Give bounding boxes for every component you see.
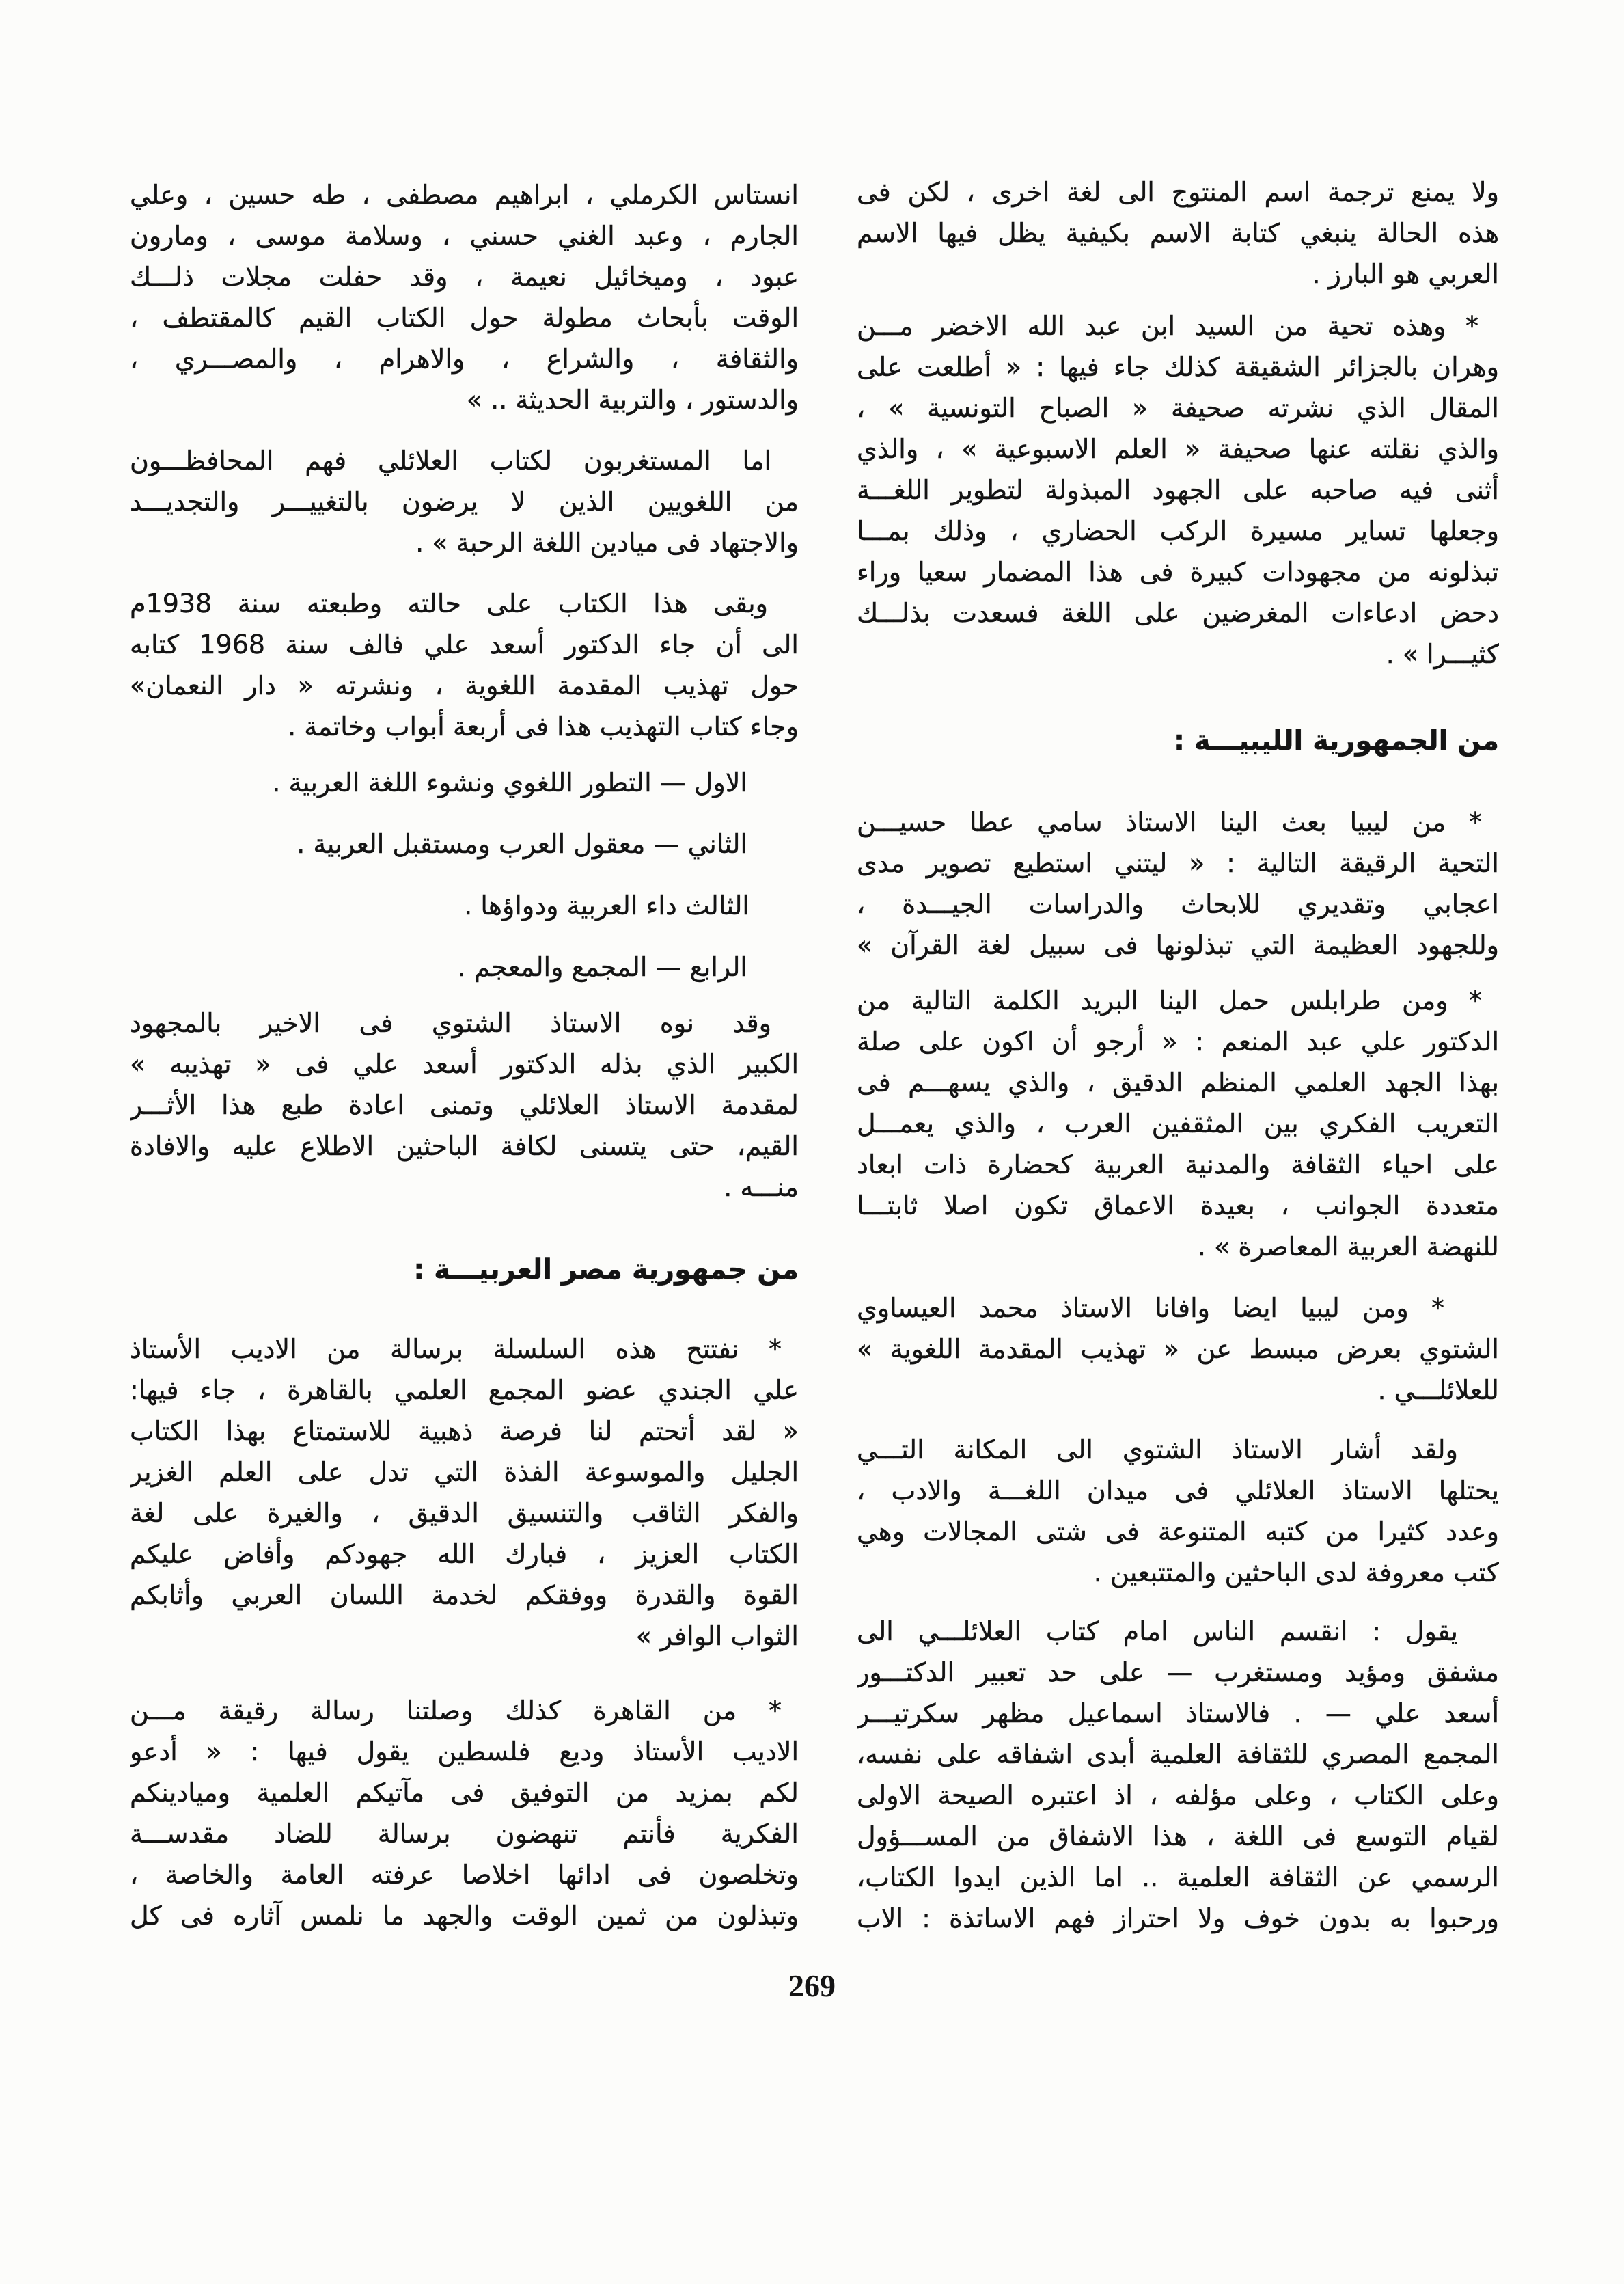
text-line: التحية الرقيقة التالية : « ليتني استطيع تصوير مدى	[857, 848, 1499, 878]
text-line: وبقى هذا الكتاب على حالته وطبعته سنة 1938م	[130, 588, 768, 618]
text-line: وجاء كتاب التهذيب هذا فى أربعة أبواب وخاتمة .	[288, 711, 799, 742]
left-column	[130, 0, 799, 2284]
text-line: كثيـــرا » .	[1386, 639, 1499, 669]
text-line: لكم بمزيد من التوفيق فى مآتيكم العلمية وميادينكم	[130, 1778, 799, 1808]
text-line: مشفق ومؤيد ومستغرب — على حد تعبير الدكتـــور	[857, 1657, 1499, 1687]
text-line: الى أن جاء الدكتور أسعد علي فالف سنة 1968 كتابه	[130, 629, 799, 660]
text-line: بهذا الجهد العلمي المنظم الدقيق ، والذي يسهـــم فى	[857, 1068, 1499, 1098]
text-line: وعدد كثيرا من كتبه المتنوعة فى شتى المجالات وهي	[857, 1517, 1499, 1547]
section-header	[130, 1249, 799, 1290]
text-line: ورحبوا به بدون خوف ولا احتراز فهم الاساتذة : الاب	[857, 1903, 1499, 1933]
page-number: 269	[788, 1968, 836, 2003]
text-line: المقال الذي نشرته صحيفة « الصباح التونسية » ،	[857, 393, 1499, 423]
text-line: الجليل والموسوعة الفذة التي تدل على العلم الغزير	[130, 1457, 799, 1487]
text-line: والفكر الثاقب والتنسيق الدقيق ، والغيرة على لغة	[130, 1498, 799, 1528]
text-line: وهران بالجزائر الشقيقة كذلك جاء فيها : « أطلعت على	[857, 352, 1499, 382]
text-line: التعريب الفكري بين المثقفين العرب ، والذي يعمـــل	[857, 1109, 1499, 1139]
text-line: يقول : انقسم الناس امام كتاب العلائلـــي الى	[857, 1616, 1458, 1646]
text-line: وجعلها تساير مسيرة الركب الحضاري ، وذلك بمـــا	[857, 516, 1499, 546]
text-line: وقد نوه الاستاذ الشتوي فى الاخير بالمجهود	[130, 1008, 771, 1038]
text-line: ولا يمنع ترجمة اسم المنتوج الى لغة اخرى ، لكن فى	[857, 177, 1499, 207]
text-line: اعجابي وتقديري للابحاث والدراسات الجيـــدة ،	[857, 889, 1499, 919]
text-line: العربي هو البارز .	[1312, 259, 1499, 289]
text-line: للنهضة العربية المعاصرة » .	[1197, 1232, 1499, 1262]
text-line: الدكتور علي عبد المنعم : « أرجو أن اكون على صلة	[857, 1027, 1499, 1057]
text-line: وتبذلون من ثمين الوقت والجهد ما نلمس آثاره فى كل	[130, 1901, 799, 1931]
paragraph	[130, 583, 799, 747]
text-line: لمقدمة الاستاذ العلائلي وتمنى اعادة طبع هذا الأثـــر	[130, 1090, 799, 1120]
paragraph	[857, 1429, 1499, 1593]
text-line: الوقت بأبحاث مطولة حول الكتاب القيم كالمقتطف ،	[130, 303, 799, 333]
section-heading: من الجمهورية الليبيـــة :	[1173, 725, 1499, 757]
text-line: الجارم ، وعبد الغني حسني ، وسلامة موسى ، ومارون	[130, 221, 799, 251]
text-line: الرسمي عن الثقافة العلمية .. اما الذين ايدوا الكتاب،	[857, 1862, 1499, 1892]
paragraph	[857, 1611, 1499, 1939]
text-line: المجمع المصري للثقافة العلمية أبدى اشفاقه على نفسه،	[857, 1739, 1499, 1769]
list-item: الرابع — المجمع والمعجم .	[457, 952, 747, 982]
text-line: * من ليبيا بعث الينا الاستاذ سامي عطا حسيـــن	[857, 807, 1482, 837]
text-line: الفكرية فأنتم تنهضون برسالة للضاد مقدســـة	[130, 1819, 799, 1849]
text-line: القيم، حتى يتسنى لكافة الباحثين الاطلاع عليه والافادة	[130, 1131, 799, 1161]
text-line: لقيام التوسع فى اللغة ، هذا الاشفاق من المســـؤول	[857, 1821, 1499, 1851]
list-item: الثالث داء العربية ودواؤها .	[464, 891, 749, 921]
text-line: * ومن ليبيا ايضا وافانا الاستاذ محمد العيساوي	[857, 1293, 1444, 1323]
text-line: يحتلها الاستاذ العلائلي فى ميدان اللغـــة والادب ،	[857, 1476, 1499, 1506]
text-line: أسعد علي — . فالاستاذ اسماعيل مظهر سكرتيـــر	[857, 1698, 1499, 1728]
paragraph	[130, 1690, 799, 1936]
text-line: والثقافة ، والشراع ، والاهرام ، والمصـــري ،	[130, 344, 799, 374]
text-line: هذه الحالة ينبغي كتابة الاسم بكيفية يظل فيها الاسم	[857, 218, 1499, 248]
text-line: على احياء الثقافة والمدنية العربية كحضارة ذات ابعاد	[857, 1150, 1499, 1180]
text-line: وعلى الكتاب ، وعلى مؤلفه ، اذ اعتبره الصيحة الاولى	[857, 1780, 1499, 1810]
list-item: الاول — التطور اللغوي ونشوء اللغة العربية .	[272, 767, 747, 798]
text-line: منـــه .	[724, 1172, 799, 1202]
text-line: * نفتتح هذه السلسلة برسالة من الاديب الأستاذ	[130, 1334, 782, 1364]
paragraph	[857, 305, 1499, 675]
chapter-list	[130, 752, 799, 998]
text-line: عبود ، وميخائيل نعيمة ، وقد حفلت مجلات ذلـــك	[130, 262, 799, 292]
paragraph	[130, 440, 799, 563]
text-line: كتب معروفة لدى الباحثين والمتتبعين .	[1093, 1558, 1499, 1588]
section-heading: من جمهورية مصر العربيـــة :	[413, 1254, 799, 1286]
text-line: حول تهذيب المقدمة اللغوية ، ونشرته « دار النعمان»	[130, 670, 799, 701]
text-line: الاديب الأستاذ وديع فلسطين يقول فيها : « أدعو	[130, 1737, 799, 1767]
text-line: والدستور ، والتربية الحديثة .. »	[466, 385, 799, 415]
paragraph	[857, 802, 1499, 966]
text-line: والاجتهاد فى ميادين اللغة الرحبة » .	[415, 528, 799, 558]
text-line: ولقد أشار الاستاذ الشتوي الى المكانة التـــي	[857, 1435, 1458, 1465]
section-header	[857, 720, 1499, 761]
text-line: أثنى فيه صاحبه على الجهود المبذولة لتطوير اللغـــة	[857, 475, 1499, 505]
text-line: والذي نقلته عنها صحيفة « العلم الاسبوعية » ، والذي	[857, 434, 1499, 464]
list-item: الثاني — معقول العرب ومستقبل العربية .	[297, 829, 747, 859]
paragraph	[130, 174, 799, 420]
text-line: الكتاب العزيز ، فبارك الله جهودكم وأفاض عليكم	[130, 1539, 799, 1569]
text-line: * ومن طرابلس حمل الينا البريد الكلمة التالية من	[857, 985, 1482, 1016]
text-line: اما المستغربون لكتاب العلائلي فهم المحافظـــون	[130, 446, 771, 476]
text-line: وتخلصون فى ادائها اخلاصا عرفته العامة والخاصة ،	[130, 1860, 799, 1890]
paragraph	[130, 1329, 799, 1657]
paragraph	[857, 172, 1499, 295]
text-line: الثواب الوافر »	[635, 1621, 799, 1651]
text-line: * من القاهرة كذلك وصلتنا رسالة رقيقة مـــن	[130, 1696, 782, 1726]
paragraph	[130, 1003, 799, 1208]
text-line: من اللغويين الذين لا يرضون بالتغييـــر والتجديـــد	[130, 487, 799, 517]
text-line: * وهذه تحية من السيد ابن عبد الله الاخضر مـــن	[857, 311, 1478, 341]
paragraph	[857, 980, 1499, 1267]
text-line: « لقد أتحتم لنا فرصة ذهبية للاستمتاع بهذا الكتاب	[130, 1416, 799, 1446]
text-line: للعلائلـــي .	[1377, 1375, 1499, 1405]
paragraph	[857, 1288, 1499, 1411]
text-line: تبذلونه من مجهودات كبيرة فى هذا المضمار سعيا وراء	[857, 557, 1499, 587]
text-line: دحض ادعاءات المغرضين على اللغة فسعدت بذلـــك	[857, 598, 1499, 628]
text-line: انستاس الكرملي ، ابراهيم مصطفى ، طه حسين ، وعلي	[130, 180, 799, 210]
text-line: علي الجندي عضو المجمع العلمي بالقاهرة ، جاء فيها:	[130, 1375, 799, 1405]
text-line: القوة والقدرة ووفقكم لخدمة اللسان العربي وأثابكم	[130, 1580, 799, 1610]
text-line: الشتوي بعرض مبسط عن « تهذيب المقدمة اللغوية »	[857, 1334, 1499, 1364]
right-column	[857, 0, 1499, 2284]
text-line: وللجهود العظيمة التي تبذلونها فى سبيل لغة القرآن »	[857, 930, 1499, 960]
text-line: متعددة الجوانب ، بعيدة الاعماق تكون اصلا ثابتـــا	[857, 1191, 1499, 1221]
text-line: الكبير الذي بذله الدكتور أسعد علي فى « تهذيبه »	[130, 1049, 799, 1079]
